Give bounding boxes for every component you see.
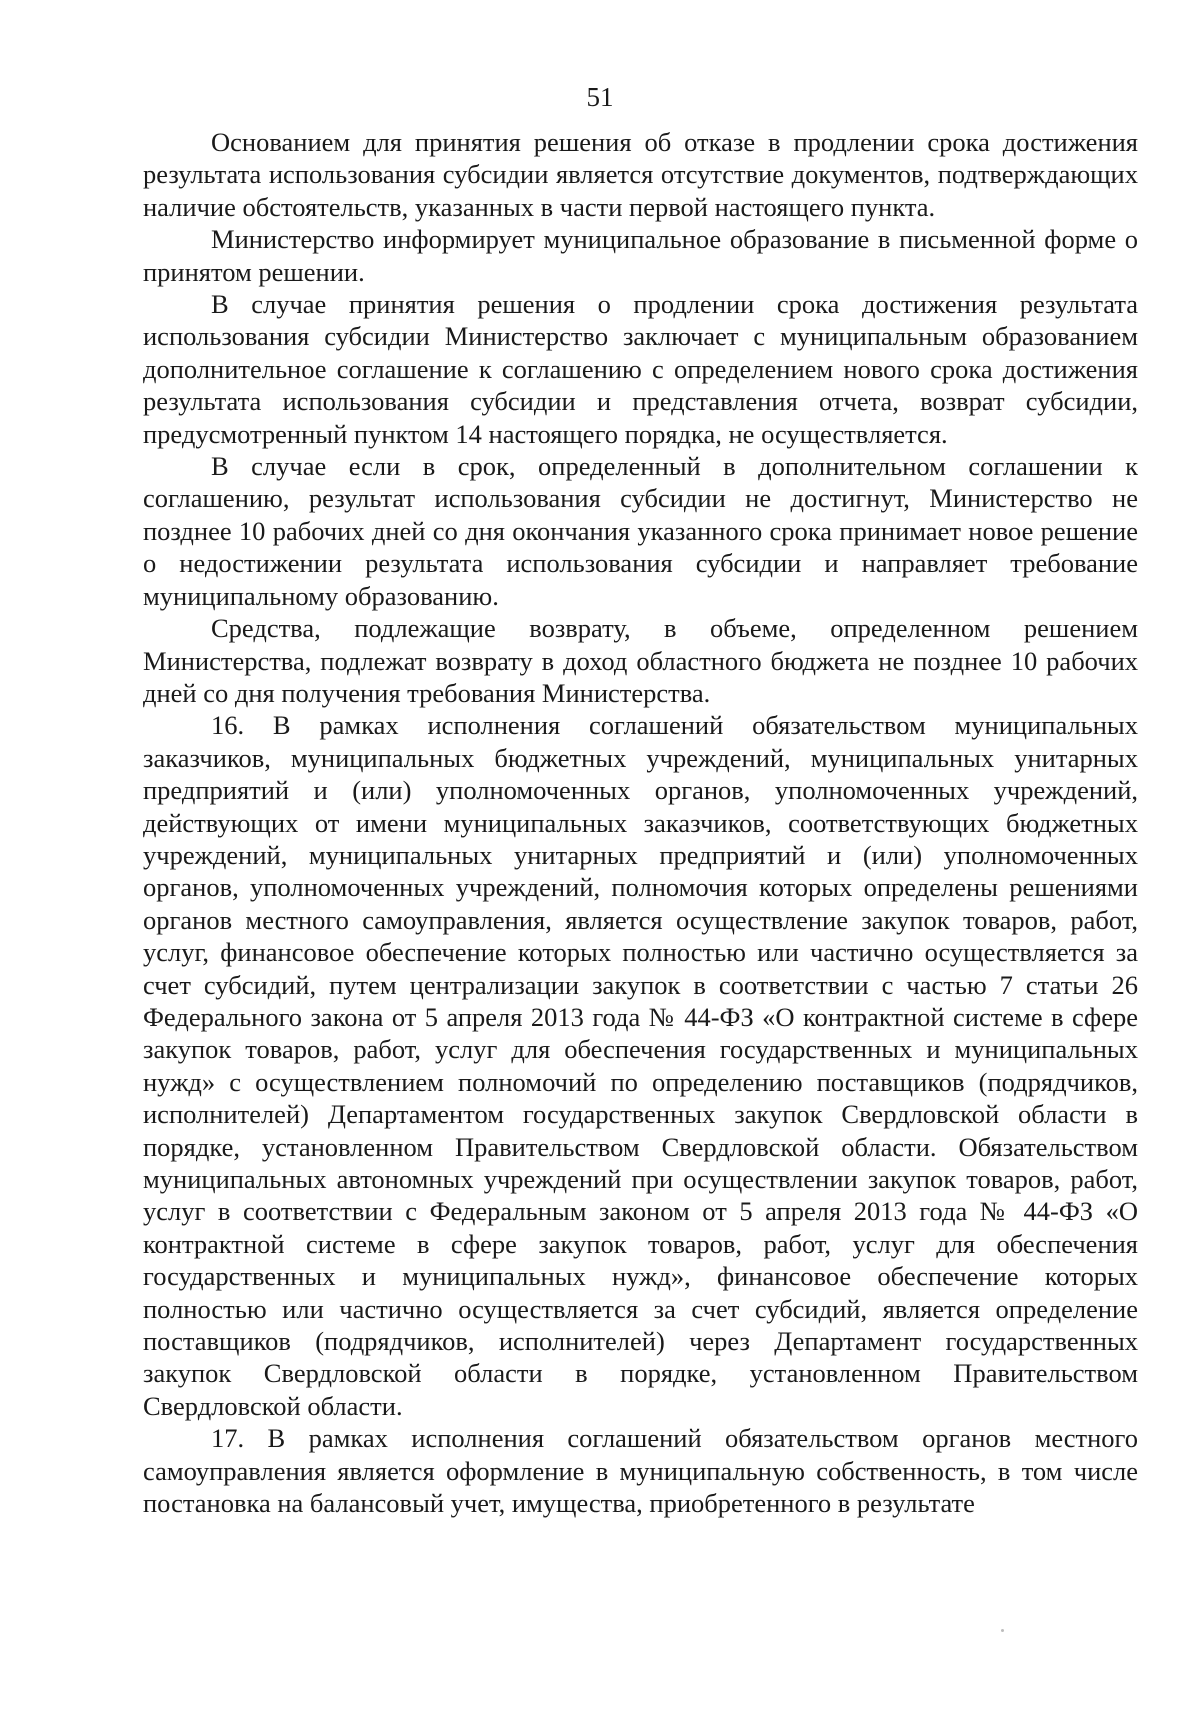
paragraph-new-decision: В случае если в срок, определенный в дополнительном соглашении к соглашению, результат использования субсидии не достигнут, Министерство не позднее 10 рабочих дней со дня окончания указанного срока принимает новое решение о недостижении результата использования субсидии и направляет требование муниципальному образованию. xyxy=(143,451,1138,611)
paragraph-refusal-grounds: Основанием для принятия решения об отказе в продлении срока достижения результата использования субсидии является отсутствие документов, подтверждающих наличие обстоятельств, указанных в части первой настоящего пункта. xyxy=(143,127,1138,222)
paragraph-item-17: 17. В рамках исполнения соглашений обязательством органов местного самоуправления является оформление в муниципальную собственность, в том числе постановка на балансовый учет, имущества, приобретенного в результате xyxy=(143,1423,1138,1519)
paragraph-ministry-informs: Министерство информирует муниципальное образование в письменной форме о принятом решении. xyxy=(143,224,1138,287)
page-number: 51 xyxy=(586,82,614,112)
paragraph-item-16: 16. В рамках исполнения соглашений обязательством муниципальных заказчиков, муниципальных бюджетных учреждений, муниципальных унитарных предприятий и (или) уполномоченных органов, уполномоченных учреждений, действующих от имени муниципальных заказчиков, соответствующих бюджетных учреждений, муниципальных унитарных предприятий и (или) уполномоченных органов, уполномоченных учреждений, полномочия которых определены решениями органов местного самоуправления, является осуществление закупок товаров, работ, услуг, финансовое обеспечение которых полностью или частично осуществляется за счет субсидий, путем централизации закупок в соответствии с частью 7 статьи 26 Федерального закона от 5 апреля 2013 года № 44-ФЗ «О контрактной системе в сфере закупок товаров, работ, услуг для обеспечения государственных и муниципальных нужд» с осуществлением полномочий по определению поставщиков (подрядчиков, исполнителей) Департаментом государственных закупок Свердловской области в порядке, установленном Правительством Свердловской области. Обязательством муниципальных автономных учреждений при осуществлении закупок товаров, работ, услуг в соответствии с Федеральным законом от 5 апреля 2013 года № 44-ФЗ «О контрактной системе в сфере закупок товаров, работ, услуг для обеспечения государственных и муниципальных нужд», финансовое обеспечение которых полностью или частично осуществляется за счет субсидий, является определение поставщиков (подрядчиков, исполнителей) через Департамент государственных закупок Свердловской области в порядке, установленном Правительством Свердловской области. xyxy=(143,710,1138,1421)
paragraph-extension-agreement: В случае принятия решения о продлении срока достижения результата использования субсидии Министерство заключает с муниципальным образованием дополнительное соглашение к соглашению с определением нового срока достижения результата использования субсидии и представления отчета, возврат субсидии, предусмотренный пунктом 14 настоящего порядка, не осуществляется. xyxy=(143,289,1138,449)
document-body xyxy=(143,126,1138,1519)
paragraph-funds-return: Средства, подлежащие возврату, в объеме, определенном решением Министерства, подлежат возврату в доход областного бюджета не позднее 10 рабочих дней со дня получения требования Министерства. xyxy=(143,613,1138,708)
scan-speck xyxy=(1001,1629,1004,1632)
